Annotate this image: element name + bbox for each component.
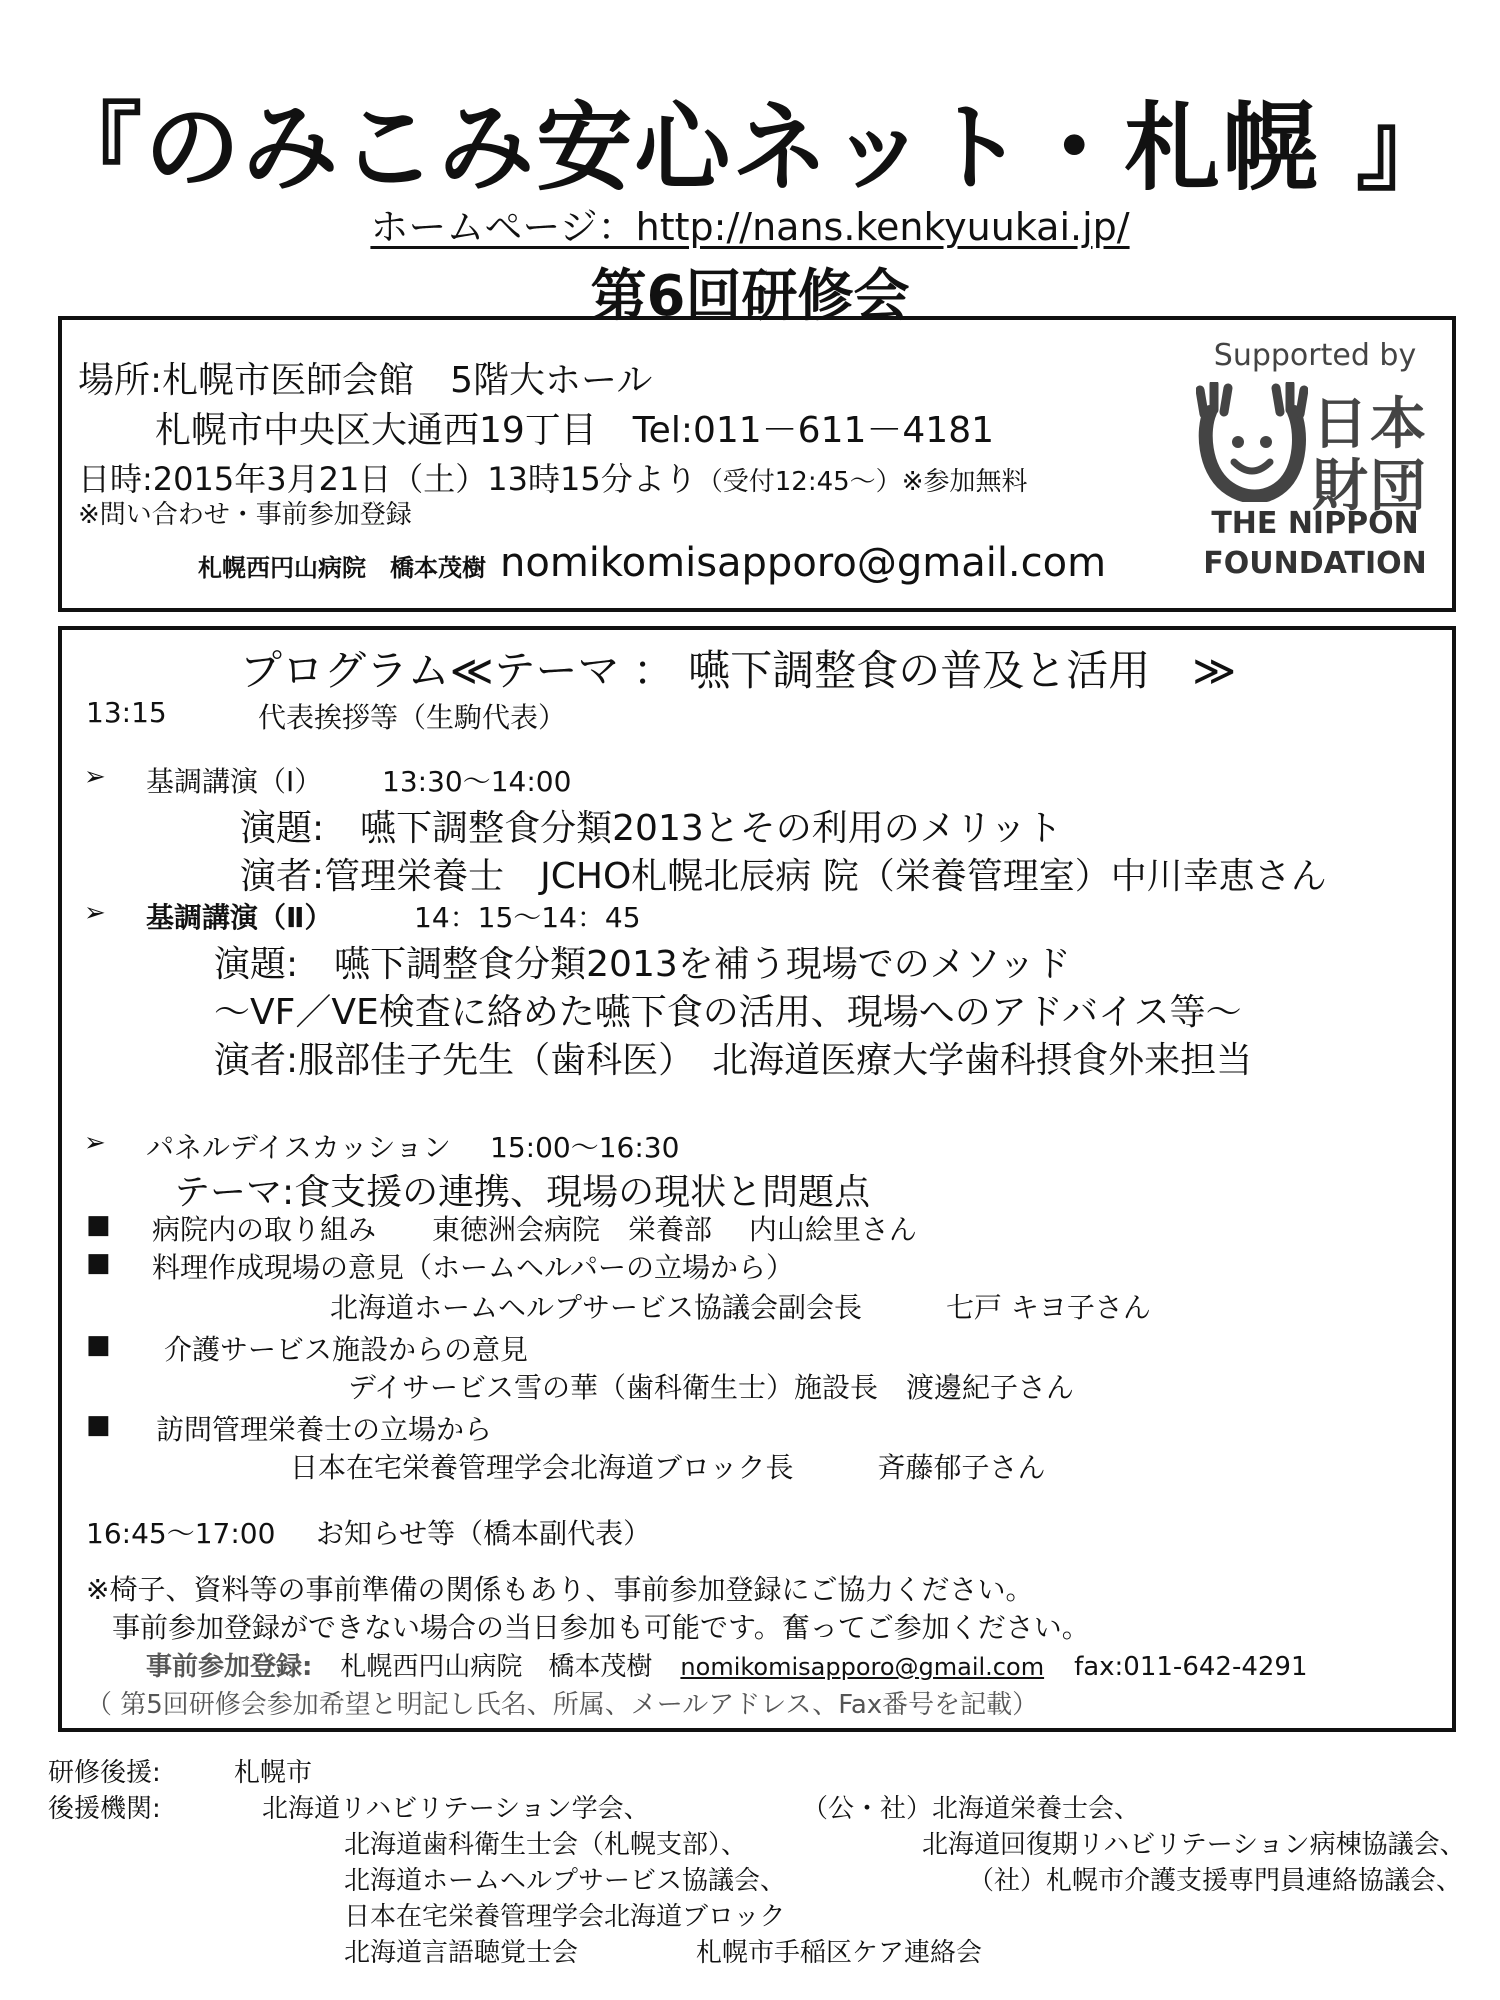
- square-bullet-icon: ■: [86, 1210, 111, 1240]
- backer-3: 北海道歯科衛生士会（札幌支部）、: [344, 1830, 748, 1860]
- backer-2: （公・社）北海道栄養士会、: [802, 1794, 1141, 1824]
- keynote2-time: 14：15～14：45: [414, 901, 641, 934]
- keynote2-title: 演題: 嚥下調整食分類2013を補う現場でのメソッド: [214, 944, 1071, 985]
- backer-8: 北海道言語聴覚士会: [344, 1938, 579, 1968]
- square-bullet-icon: ■: [86, 1410, 111, 1440]
- closing-time: 16:45～17:00: [86, 1517, 276, 1550]
- panel-time: 15:00～16:30: [490, 1131, 680, 1164]
- keynote2-label: 基調講演（Ⅱ）: [146, 901, 333, 934]
- keynote1-time: 13:30～14:00: [382, 765, 572, 798]
- address: 札幌市中央区大通西19丁目 Tel:011－611－4181: [155, 410, 995, 451]
- note-1: ※椅子、資料等の事前準備の関係もあり、事前参加登録にご協力ください。: [86, 1573, 1034, 1606]
- page-title: 『のみこみ安心ネット・札幌 』: [46, 92, 1454, 204]
- smiley-hands-icon: [1196, 382, 1308, 502]
- arrow-icon: ➢: [84, 898, 106, 928]
- contact-note: ※問い合わせ・事前参加登録: [78, 500, 412, 530]
- keynote1-speaker: 演者:管理栄養士 JCHO札幌北辰病 院（栄養管理室）中川幸恵さん: [240, 856, 1327, 897]
- keynote2-speaker: 演者:服部佳子先生（歯科医） 北海道医療大学歯科摂食外来担当: [214, 1040, 1253, 1081]
- backer-7: 日本在宅栄養管理学会北海道ブロック: [344, 1902, 786, 1932]
- panel-item-1: 病院内の取り組み 東徳洲会病院 栄養部 内山絵里さん: [152, 1213, 917, 1246]
- registration-note: （ 第5回研修会参加希望と明記し氏名、所属、メールアドレス、Fax番号を記載）: [86, 1690, 1039, 1720]
- keynote2-subtitle: ～VF／VE検査に絡めた嚥下食の活用、現場へのアドバイス等～: [214, 992, 1242, 1033]
- panel-item-4-person: 日本在宅栄養管理学会北海道ブロック長 斉藤郁子さん: [290, 1451, 1046, 1484]
- panel-item-3-person: デイサービス雪の華（歯科衛生士）施設長 渡邊紀子さん: [348, 1371, 1075, 1404]
- closing-text: お知らせ等（橋本副代表）: [316, 1517, 652, 1550]
- note-2: 事前参加登録ができない場合の当日参加も可能です。奮ってご参加ください。: [112, 1611, 1090, 1644]
- datetime: 日時:2015年3月21日（土）13時15分より（受付12:45～）※参加無料: [78, 460, 1028, 498]
- arrow-icon: ➢: [84, 762, 106, 792]
- panel-theme: テーマ:食支援の連携、現場の現状と問題点: [174, 1172, 871, 1213]
- panel-item-3: 介護サービス施設からの意見: [164, 1333, 529, 1366]
- square-bullet-icon: ■: [86, 1248, 111, 1278]
- registration-line: 事前参加登録: 札幌西円山病院 橋本茂樹 nomikomisapporo@gmail.com fax:011-642-4291: [146, 1652, 1308, 1682]
- backer-9: 札幌市手稲区ケア連絡会: [696, 1938, 983, 1968]
- program-heading: プログラム≪テーマ ： 嚥下調整食の普及と活用 ≫: [240, 646, 1237, 695]
- panel-item-4: 訪問管理栄養士の立場から: [156, 1413, 493, 1446]
- keynote1-label: 基調講演（Ⅰ）: [146, 765, 323, 798]
- session-title: 第6回研修会: [590, 264, 910, 329]
- backer-1: 北海道リハビリテーション学会、: [262, 1794, 650, 1824]
- arrow-icon: ➢: [84, 1128, 106, 1158]
- panel-label: パネルデイスカッション: [146, 1131, 451, 1164]
- venue: 場所:札幌市医師会館 5階大ホール: [78, 360, 653, 401]
- homepage-link[interactable]: ホームページ：http://nans.kenkyuukai.jp/: [370, 205, 1130, 249]
- registration-email[interactable]: nomikomisapporo@gmail.com: [680, 1653, 1045, 1681]
- support-value: 札幌市: [234, 1758, 313, 1788]
- backer-6: （社）札幌市介護支援専門員連絡協議会、: [968, 1866, 1463, 1896]
- backers-label: 後援機関:: [48, 1794, 161, 1824]
- panel-item-2: 料理作成現場の意見（ホームヘルパーの立場から）: [152, 1251, 795, 1284]
- nippon-foundation-logo: Supported by 日本 財団 THE NIPPON FOUNDATION: [1190, 338, 1440, 598]
- contact-email[interactable]: nomikomisapporo@gmail.com: [500, 540, 1107, 586]
- keynote1-title: 演題: 嚥下調整食分類2013とその利用のメリット: [240, 808, 1063, 849]
- contact-line: 札幌西円山病院 橋本茂樹 nomikomisapporo@gmail.com: [198, 540, 1107, 586]
- support-label: 研修後援:: [48, 1758, 161, 1788]
- opening-time: 13:15: [86, 696, 167, 729]
- backer-5: 北海道ホームヘルプサービス協議会、: [344, 1866, 787, 1896]
- backer-4: 北海道回復期リハビリテーション病棟協議会、: [922, 1830, 1466, 1860]
- opening-text: 代表挨拶等（生駒代表）: [258, 701, 567, 734]
- panel-item-2-person: 北海道ホームヘルプサービス協議会副会長 七戸 キヨ子さん: [330, 1291, 1151, 1324]
- square-bullet-icon: ■: [86, 1330, 111, 1360]
